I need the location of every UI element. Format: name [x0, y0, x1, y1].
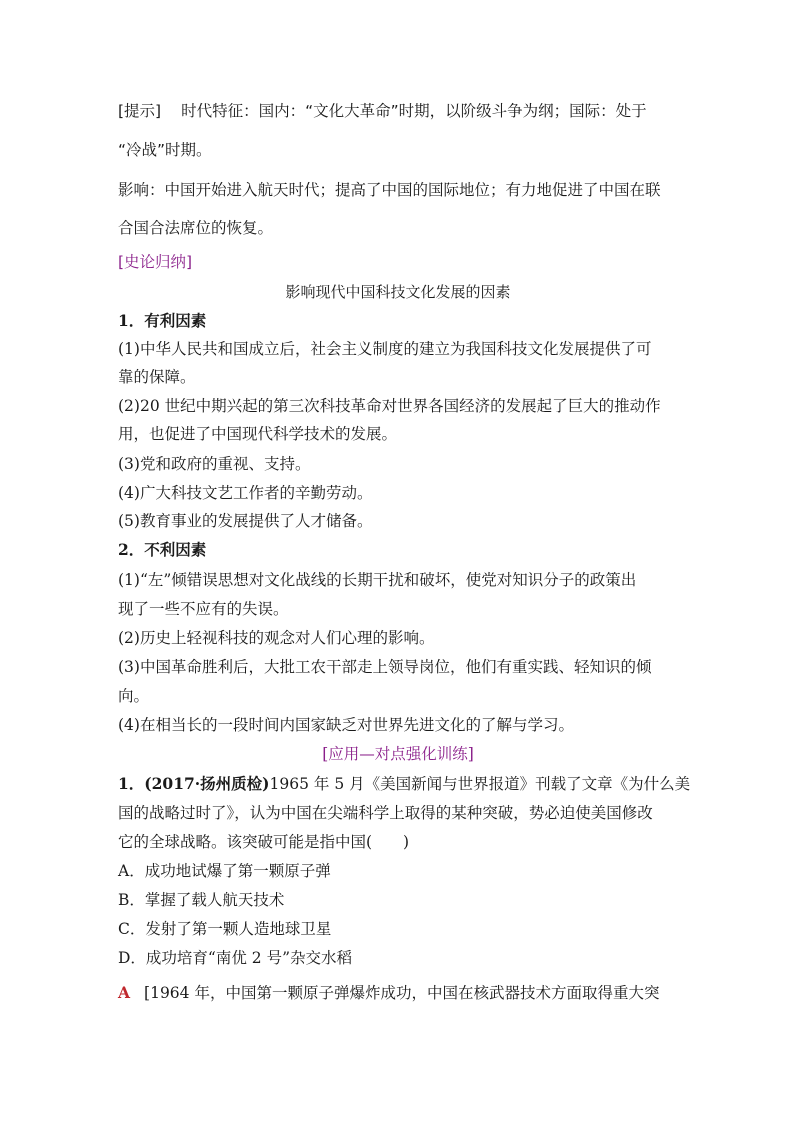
favorable-item-1b: 靠的保障。: [118, 368, 196, 386]
unfavorable-item-3a: (3)中国革命胜利后，大批工农干部走上领导岗位，他们有重实践、轻知识的倾: [118, 658, 652, 676]
question-number: 1．: [118, 774, 145, 793]
answer-line: [118, 983, 659, 1003]
hint-label: [提示]: [118, 102, 162, 120]
option-d: D．成功培育“南优 2 号”杂交水稻: [118, 949, 352, 967]
summary-label: [史论归纳]: [118, 253, 193, 271]
favorable-item-2b: 用，也促进了中国现代科学技术的发展。: [118, 425, 398, 443]
unfavorable-item-2: (2)历史上轻视科技的观念对人们心理的影响。: [118, 629, 435, 647]
hint-line-1: [118, 101, 647, 121]
option-c: C．发射了第一颗人造地球卫星: [118, 920, 332, 938]
section-heading-unfavorable: 2．不利因素: [118, 540, 207, 559]
question-text-1: 1965 年 5 月《美国新闻与世界报道》刊载了文章《为什么美: [269, 775, 691, 793]
question-1-line-1: [118, 774, 690, 794]
favorable-item-3: (3)党和政府的重视、支持。: [118, 455, 311, 473]
hint-text-1: 时代特征：国内：“文化大革命”时期，以阶级斗争为纲；国际：处于: [181, 102, 647, 120]
hint-line-2: “冷战”时期。: [118, 141, 212, 159]
question-1-line-3: 它的全球战略。该突破可能是指中国( ): [118, 833, 410, 851]
unfavorable-item-4: (4)在相当长的一段时间内国家缺乏对世界先进文化的了解与学习。: [118, 716, 574, 734]
favorable-item-1a: (1)中华人民共和国成立后，社会主义制度的建立为我国科技文化发展提供了可: [118, 340, 652, 358]
question-source: (2017·扬州质检): [144, 774, 270, 793]
practice-label: [应用—对点强化训练]: [322, 745, 474, 763]
question-1-line-2: 国的战略过时了》，认为中国在尖端科学上取得的某种突破，势必迫使美国修改: [118, 804, 653, 822]
option-b: B．掌握了载人航天技术: [118, 891, 285, 909]
section-heading-favorable: 1．有利因素: [118, 311, 207, 330]
unfavorable-item-3b: 向。: [118, 687, 150, 705]
answer-text: [1964 年，中国第一颗原子弹爆炸成功，中国在核武器技术方面取得重大突: [144, 984, 660, 1002]
unfavorable-item-1b: 现了一些不应有的失误。: [118, 600, 289, 618]
option-a: A．成功地试爆了第一颗原子弹: [118, 862, 331, 880]
hint-line-4: 合国合法席位的恢复。: [118, 219, 274, 237]
favorable-item-5: (5)教育事业的发展提供了人才储备。: [118, 512, 373, 530]
favorable-item-4: (4)广大科技文艺工作者的辛勤劳动。: [118, 484, 373, 502]
summary-title: 影响现代中国科技文化发展的因素: [285, 283, 511, 301]
unfavorable-item-1a: (1)“左”倾错误思想对文化战线的长期干扰和破坏，使党对知识分子的政策出: [118, 571, 637, 589]
favorable-item-2a: (2)20 世纪中期兴起的第三次科技革命对世界各国经济的发展起了巨大的推动作: [118, 397, 661, 415]
hint-line-3: 影响：中国开始进入航天时代；提高了中国的国际地位；有力地促进了中国在联: [118, 181, 661, 199]
answer-letter: A: [118, 983, 131, 1002]
